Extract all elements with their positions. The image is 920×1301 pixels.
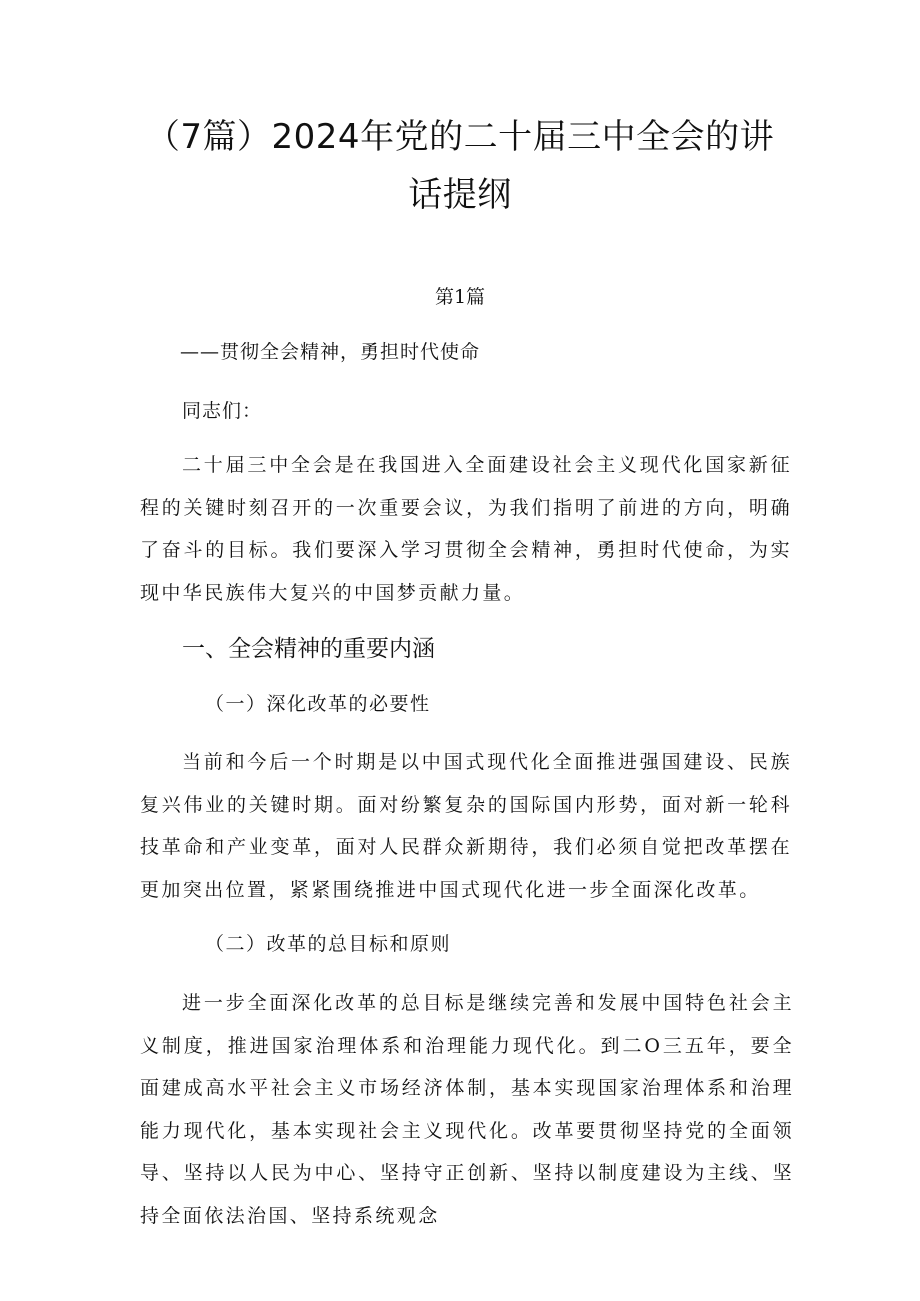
speech-subtitle: ——贯彻全会精神，勇担时代使命	[180, 341, 481, 363]
subsection-paragraph-2: 进一步全面深化改革的总目标是继续完善和发展中国特色社会主义制度，推进国家治理体系和治理能力现代化。到二O三五年，要全面建成高水平社会主义市场经济体制，基本实现国家治理体系和治理能力现代化，基本实现社会主义现代化。改革要贯彻坚持党的全面领导、坚持以人民为中心、坚持守正创新、坚持以制度建设为主线、坚持全面依法治国、坚持系统观念	[140, 992, 794, 1227]
subsection-paragraph-1: 当前和今后一个时期是以中国式现代化全面推进强国建设、民族复兴伟业的关键时期。面对纷繁复杂的国际国内形势，面对新一轮科技革命和产业变革，面对人民群众新期待，我们必须自觉把改革摆在更加突出位置，紧紧围绕推进中国式现代化进一步全面深化改革。	[140, 751, 792, 901]
chapter-label: 第1篇	[434, 286, 486, 308]
subsection-heading-2: （二）改革的总目标和原则	[205, 933, 452, 955]
section-heading: 一、全会精神的重要内涵	[182, 636, 435, 662]
salutation: 同志们：	[182, 400, 263, 422]
document-title: （7篇）2024年党的二十届三中全会的讲话提纲	[145, 117, 775, 215]
subsection-heading-1: （一）深化改革的必要性	[205, 693, 431, 715]
intro-paragraph: 二十届三中全会是在我国进入全面建设社会主义现代化国家新征程的关键时刻召开的一次重要会议，为我们指明了前进的方向，明确了奋斗的目标。我们要深入学习贯彻全会精神，勇担时代使命，为实现中华民族伟大复兴的中国梦贡献力量。	[140, 454, 792, 604]
